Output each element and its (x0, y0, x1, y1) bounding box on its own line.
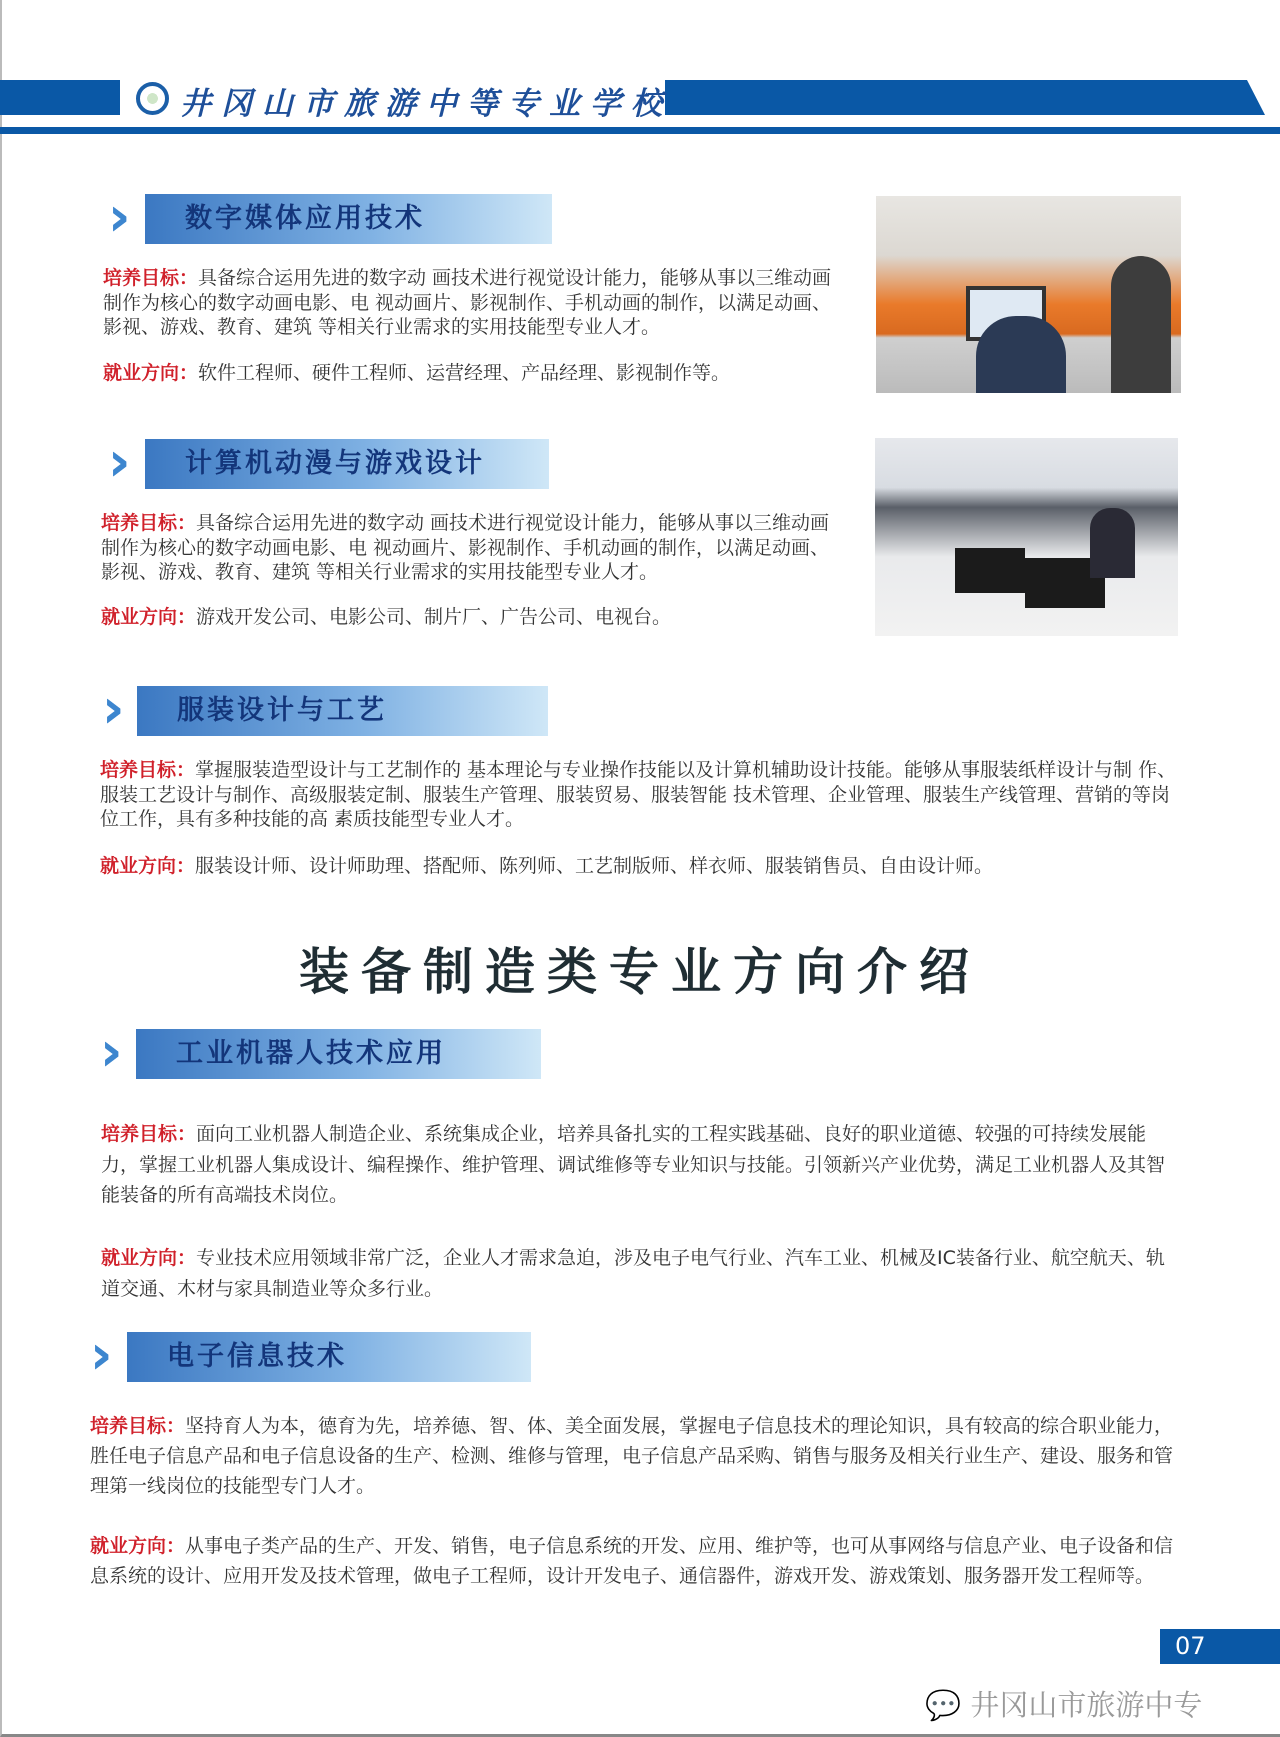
section-title: 工业机器人技术应用 (136, 1029, 541, 1079)
classroom-photo (876, 196, 1181, 393)
goal-text: 具备综合运用先进的数字动 画技术进行视觉设计能力，能够从事以三维动画制作为核心的数字动画电影、电 视动画片、影视制作、手机动画的制作，以满足动画、影视、游戏、教育、建筑 等相关行业需求的实用技能型专业人才。 (101, 512, 830, 583)
watermark-text: 井冈山市旅游中专 (970, 1688, 1203, 1722)
goal-text: 具备综合运用先进的数字动 画技术进行视觉设计能力，能够从事以三维动画制作为核心的数字动画电影、电 视动画片、影视制作、手机动画的制作，以满足动画、影视、游戏、教育、建筑 等相关行业需求的实用技能型专业人才。 (103, 267, 832, 338)
category-heading: 装备制造类专业方向介绍 (299, 942, 981, 1001)
wechat-icon: 💬 (925, 1688, 962, 1722)
section-goal (103, 266, 843, 340)
goal-label: 培养目标： (101, 512, 197, 534)
section-career (101, 605, 841, 630)
chevron-icon: ›› (100, 1020, 101, 1083)
goal-text: 面向工业机器人制造企业、系统集成企业，培养具备扎实的工程实践基础、良好的职业道德、较强的可持续发展能力，掌握工业机器人集成设计、编程操作、维护管理、调试维修等专业知识与技能。引领新兴产业优势，满足工业机器人及其智能装备的所有高端技术岗位。 (101, 1123, 1166, 1206)
school-logo-icon (136, 82, 169, 115)
header-band-right (665, 80, 1265, 115)
header-rule (0, 127, 1280, 134)
section-goal (100, 758, 1182, 832)
career-text: 服装设计师、设计师助理、搭配师、陈列师、工艺制版师、样衣师、服装销售员、自由设计师。 (195, 855, 994, 877)
chevron-icon: ›› (108, 185, 109, 248)
section-title: 电子信息技术 (127, 1332, 531, 1382)
goal-label: 培养目标： (90, 1415, 186, 1437)
school-name: 井冈山市旅游中等专业学校 (180, 86, 672, 122)
wechat-watermark (925, 1683, 1202, 1724)
computer-lab-photo (875, 438, 1178, 636)
section-title: 数字媒体应用技术 (145, 194, 552, 244)
chevron-icon: ›› (90, 1323, 91, 1386)
goal-label: 培养目标： (103, 267, 199, 289)
chevron-icon: ›› (102, 677, 103, 740)
header-band-left (0, 80, 120, 115)
goal-text: 坚持育人为本，德育为先，培养德、智、体、美全面发展，掌握电子信息技术的理论知识，具有较高的综合职业能力，胜任电子信息产品和电子信息设备的生产、检测、维修与管理，电子信息产品采购、销售与服务及相关行业生产、建设、服务和管理第一线岗位的技能型专门人才。 (90, 1415, 1174, 1497)
section-goal (101, 1119, 1183, 1211)
career-text: 游戏开发公司、电影公司、制片厂、广告公司、电视台。 (196, 606, 672, 628)
career-label: 就业方向： (101, 1247, 197, 1269)
career-label: 就业方向： (90, 1535, 186, 1557)
section-career (100, 854, 1182, 879)
career-text: 软件工程师、硬件工程师、运营经理、产品经理、影视制作等。 (198, 362, 731, 384)
section-goal (90, 1411, 1180, 1501)
career-label: 就业方向： (101, 606, 197, 628)
career-text: 从事电子类产品的生产、开发、销售，电子信息系统的开发、应用、维护等，也可从事网络与信息产业、电子设备和信息系统的设计、应用开发及技术管理，做电子工程师，设计开发电子、通信器件，游戏开发、游戏策划、服务器开发工程师等。 (90, 1535, 1174, 1587)
section-title: 服装设计与工艺 (137, 686, 548, 736)
chevron-icon: ›› (108, 430, 109, 493)
section-career (101, 1243, 1183, 1304)
page-number: 07 (1160, 1629, 1280, 1664)
section-career (103, 361, 843, 386)
career-label: 就业方向： (100, 855, 196, 877)
career-label: 就业方向： (103, 362, 199, 384)
goal-text: 掌握服装造型设计与工艺制作的 基本理论与专业操作技能以及计算机辅助设计技能。能够从事服装纸样设计与制 作、服装工艺设计与制作、高级服装定制、服装生产管理、服装贸易、服装智能 技术管理、企业管理、服装生产线管理、营销的等岗位工作，具有多种技能的高 素质技能型专业人才。 (100, 759, 1177, 830)
section-title: 计算机动漫与游戏设计 (145, 439, 549, 489)
goal-label: 培养目标： (100, 759, 196, 781)
section-goal (101, 511, 841, 585)
goal-label: 培养目标： (101, 1123, 197, 1145)
section-career (90, 1531, 1180, 1591)
career-text: 专业技术应用领域非常广泛，企业人才需求急迫，涉及电子电气行业、汽车工业、机械及IC装备行业、航空航天、轨道交通、木材与家具制造业等众多行业。 (101, 1247, 1165, 1300)
